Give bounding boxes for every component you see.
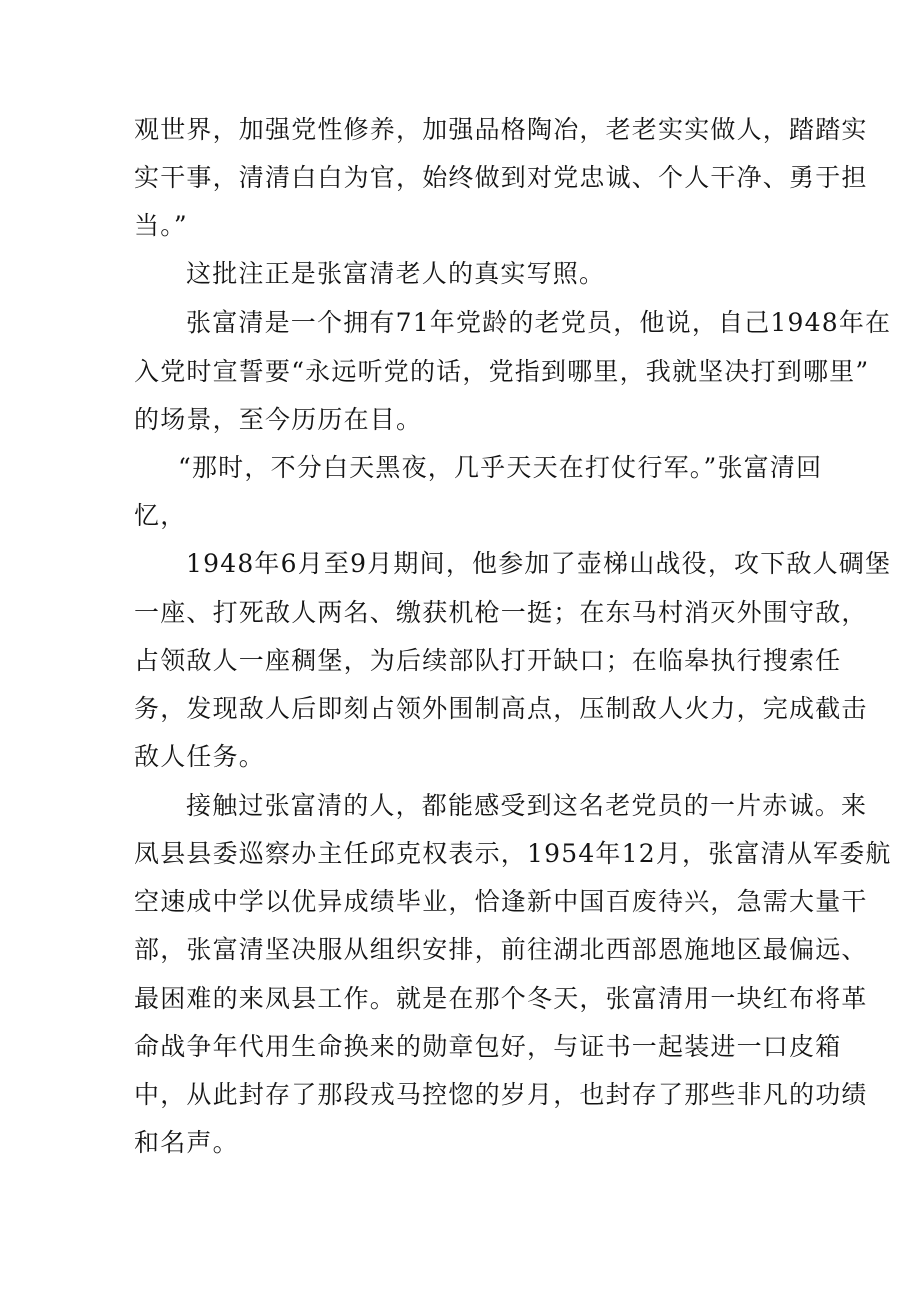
text-line-18: 部，张富清坚决服从组织安排，前往湖北西部恩施地区最偏远、 xyxy=(134,935,868,964)
text-line-17: 空速成中学以优异成绩毕业，恰逢新中国百废待兴，急需大量干 xyxy=(134,887,868,916)
text-line-10: 1948年6月至9月期间，他参加了壶梯山战役，攻下敌人碉堡 xyxy=(186,549,892,578)
text-line-9: 忆， xyxy=(134,501,187,530)
text-line-2: 实干事，清清白白为官，始终做到对党忠诚、个人干净、勇于担 xyxy=(134,163,868,192)
text-line-16: 凤县县委巡察办主任邱克权表示，1954年12月，张富清从军委航 xyxy=(134,839,892,868)
text-line-13: 务，发现敌人后即刻占领外围制高点，压制敌人火力，完成截击 xyxy=(134,694,868,723)
text-line-6: 入党时宣誓要“永远听党的话，党指到哪里，我就坚决打到哪里” xyxy=(134,357,870,386)
text-line-12: 占领敌人一座稠堡，为后续部队打开缺口；在临皋执行搜索任 xyxy=(134,646,842,675)
text-line-22: 和名声。 xyxy=(134,1128,239,1157)
text-line-8: “那时，不分白天黑夜，几乎天天在打仗行军。”张富清回 xyxy=(178,453,823,482)
text-line-19: 最困难的来凤县工作。就是在那个冬天，张富清用一块红布将革 xyxy=(134,984,868,1013)
text-line-5: 张富清是一个拥有71年党龄的老党员，他说，自己1948年在 xyxy=(186,308,892,337)
text-line-7: 的场景，至今历历在目。 xyxy=(134,405,423,434)
text-line-20: 命战争年代用生命换来的勋章包好，与证书一起装进一口皮箱 xyxy=(134,1032,842,1061)
text-line-21: 中，从此封存了那段戎马控惚的岁月，也封存了那些非凡的功绩 xyxy=(134,1080,868,1109)
text-line-15: 接触过张富清的人，都能感受到这名老党员的一片赤诚。来 xyxy=(186,791,868,820)
text-line-1: 观世界，加强党性修养，加强品格陶冶，老老实实做人，踏踏实 xyxy=(134,115,868,144)
text-line-11: 一座、打死敌人两名、缴获机枪一挺；在东马村消灭外围守敌， xyxy=(134,598,868,627)
text-line-4: 这批注正是张富清老人的真实写照。 xyxy=(186,259,606,288)
text-line-14: 敌人任务。 xyxy=(134,742,266,771)
text-line-3: 当。” xyxy=(134,211,188,240)
